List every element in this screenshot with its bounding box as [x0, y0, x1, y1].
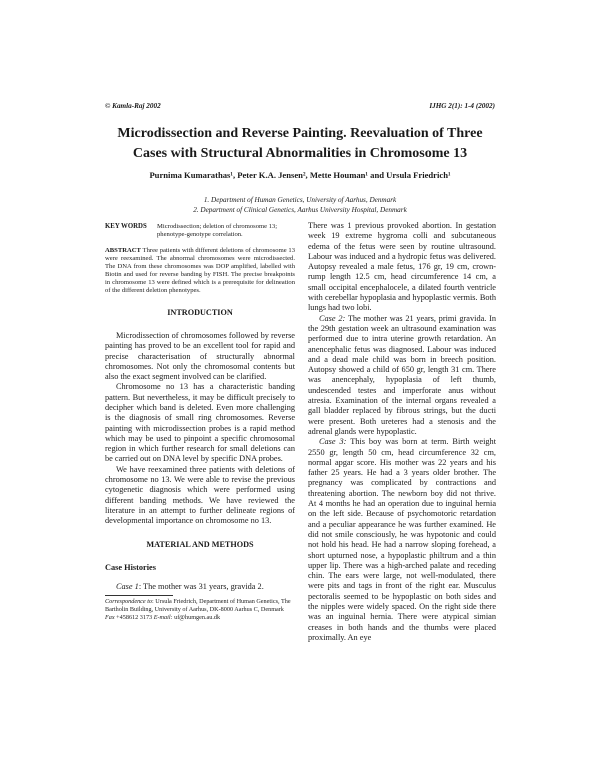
abstract — [105, 247, 295, 294]
affiliations — [100, 195, 500, 215]
case-3-paragraph — [308, 437, 496, 643]
journal-citation: IJHG 2(1): 1-4 (2002) — [429, 102, 495, 110]
methods-heading: MATERIAL AND METHODS — [146, 539, 254, 549]
correspondence-text: : Ursula Friedrich, Department of Human Genetics, The Bartholin Building, University of Aarhus, DK-8000 Aarhus C, Denmark — [105, 598, 291, 614]
affiliation-2: 2. Department of Clinical Genetics, Aarhus University Hospital, Denmark — [193, 206, 407, 214]
correspondence-footnote — [105, 598, 295, 621]
case-2-text: The mother was 21 years, primi gravida. In the 29th gestation week an ultrasound examination was performed due to intra uterine growth retardation. An anencephalic fetus was diagnosed. Labour was induced and a dead male child was born in breech position. Autopsy showed a child of 650 gr, length 31 cm. There was anencephaly, hypoplasia of left thumb, undescended testes and imperforate anus without atresia. Examination of the internal organs revealed a gall bladder replaced by fibrous strings, but the ducti were present. Both ureteres had a stenosis and the adrenal glands were hypoplastic. — [308, 313, 496, 436]
keywords-label: KEY WORDS — [105, 223, 147, 230]
case-1-label: Case 1 — [116, 582, 139, 592]
paper-title: Microdissection and Reverse Painting. Reevaluation of Three Cases with Structural Abnormalities in Chromosome 13 — [117, 126, 483, 161]
case-2-label: Case 2: — [319, 313, 346, 323]
case-1-continued: There was 1 previous provoked abortion. In gestation week 19 extreme hygroma colli and subcutaneous edema of the fetus were seen by routine ultrasound. Labour was induced and a hydropic fetus was delivered. Autopsy revealed a male fetus, 176 gr, 19 cm, crown-rump length 12.5 cm, head circumference 14 cm, a small occipital encephalocele, a dilated fourth ventricle with cerebellar hypoplasia and hypoplastic vermis. Both lungs had two lobi. — [308, 221, 496, 313]
case-histories-subheading: Case Histories — [105, 562, 156, 572]
keywords-text: Microdissection; deletion of chromosome 13; phenotype-genotype correlation. — [157, 223, 278, 239]
introduction-heading: INTRODUCTION — [167, 307, 233, 317]
case-1-intro — [105, 582, 295, 592]
email-label: E-mail: — [153, 613, 173, 621]
abstract-label: ABSTRACT — [105, 247, 141, 255]
author-list: Purnima Kumarathas¹, Peter K.A. Jensen², Mette Houman¹ and Ursula Friedrich¹ — [149, 170, 451, 180]
correspondence-label: Correspondence to — [105, 598, 153, 606]
keywords-block — [105, 223, 295, 239]
fax-number: +458612 3173 — [114, 613, 154, 621]
intro-paragraph-1: Microdissection of chromosomes followed by reverse painting has proved to be an excellent tool for rapid and precise characterisation of structurally abnormal chromosomes. Not only the chromosomal contents but also the exact segment involved can be clarified. — [105, 330, 295, 382]
affiliation-1: 1. Department of Human Genetics, University of Aarhus, Denmark — [203, 196, 397, 204]
email-address: uf@humgen.au.dk — [172, 613, 221, 621]
right-column — [308, 221, 496, 643]
introduction-body — [105, 331, 295, 527]
case-3-text: This boy was born at term. Birth weight 2550 gr, length 50 cm, head circumference 32 cm, normal apgar score. His mother was 22 years and his father 25 years. He had a 3 years older brother. The pregnancy was complicated by contractions and threatening abortion. The newborn boy did not thrive. At 4 months he had an operation due to inguinal hernia on the left side. Because of psychomotoric retardation and a peculiar appearance he was further examined. He did not smile consciously, he was hypotonic and could not hold his head. He had a narrow sloping forehead, a short upturned nose, a hypoplastic philtrum and a thin upper lip. There was a high-arched palate and receding chin. The ears were large, not well-modulated, there were pits and tags in front of the right ear. Musculus pectoralis seemed to be hypoplastic on both sides and the nipples were widely spaced. On the right side there was an inguinal hernia. There were atypical simian creases in both hands and the thumbs were placed proximally. An eye — [308, 437, 496, 642]
case-1-text: : The mother was 31 years, gravida 2. — [138, 582, 264, 592]
intro-paragraph-2: Chromosome no 13 has a characteristic banding pattern. But nevertheless, it may be difficult precisely to decipher which band is deleted. Even more challenging is the diagnosis of small ring chromosomes. Reverse painting with microdissection probes is a rapid method which may be used to pinpoint a specific chromosomal region in which further research for small deletions can be carried out on DNA level by specific DNA probes. — [105, 382, 295, 464]
intro-paragraph-3: We have reexamined three patients with deletions of chromosome no 13. We were able to revise the previous cytogenetic diagnosis which were performed using different banding methods. We have reviewed the literature in an attempt to further delineate regions of developmental importance on chromosome no 13. — [105, 464, 295, 526]
copyright-line: © Kamla-Raj 2002 — [105, 102, 161, 110]
case-3-label: Case 3: — [319, 437, 347, 447]
case-2-paragraph — [308, 314, 496, 438]
abstract-text: Three patients with different deletions of chromosome 13 were reexamined. The abnormal chromosomes were microdissected. The DNA from these chromosomes was DOP amplified, labelled with Biotin and used for reverse banding by FISH. The precise breakpoints in chromosome 13 were defined which is a prerequisite for delineation of the different deletion phenotypes. — [105, 247, 295, 294]
footnote-divider — [105, 595, 173, 596]
left-column — [105, 223, 295, 621]
fax-label: Fax — [105, 613, 115, 621]
